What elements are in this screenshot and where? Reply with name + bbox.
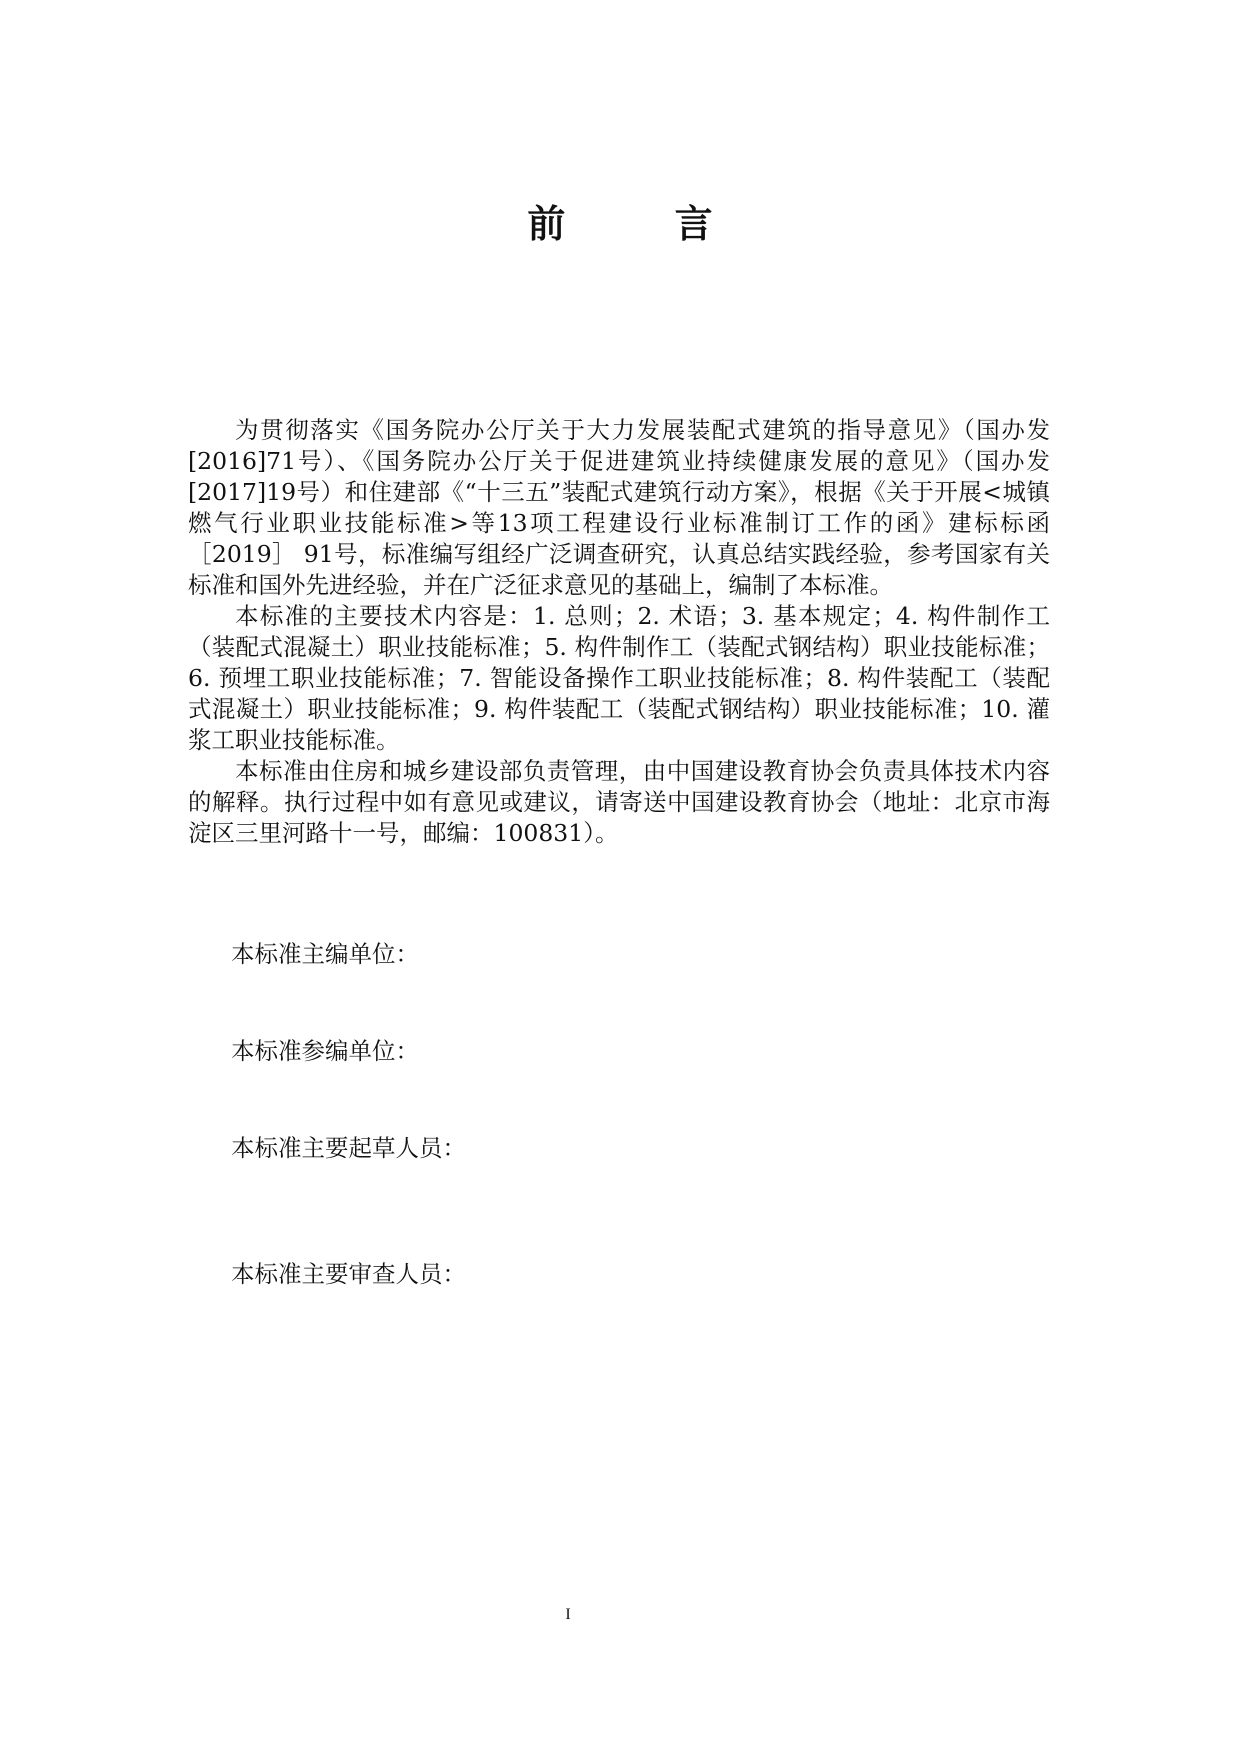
reviewers-label: 本标准主要审查人员： — [231, 1260, 466, 1288]
drafters-label: 本标准主要起草人员： — [231, 1134, 466, 1162]
page-title: 前 言 — [527, 201, 761, 246]
preface-body — [188, 415, 1050, 849]
paragraph-contents: 本标准的主要技术内容是：1. 总则；2. 术语；3. 基本规定；4. 构件制作工（装配式混凝土）职业技能标准；5. 构件制作工（装配式钢结构）职业技能标准；6. 预埋工职业技能标准；7. 智能设备操作工职业技能标准；8. 构件装配工（装配式混凝土）职业技能标准；9. 构件装配工（装配式钢结构）职业技能标准；10. 灌浆工职业技能标准。 — [188, 602, 1050, 754]
page-number: I — [565, 1606, 571, 1623]
participating-unit-label: 本标准参编单位： — [231, 1037, 419, 1065]
chief-editor-unit-label: 本标准主编单位： — [231, 940, 419, 968]
paragraph-management: 本标准由住房和城乡建设部负责管理，由中国建设教育协会负责具体技术内容的解释。执行过程中如有意见或建议，请寄送中国建设教育协会（地址：北京市海淀区三里河路十一号，邮编：100831）。 — [188, 757, 1050, 847]
paragraph-purpose: 为贯彻落实《国务院办公厅关于大力发展装配式建筑的指导意见》（国办发[2016]71号）、《国务院办公厅关于促进建筑业持续健康发展的意见》（国办发[2017]19号）和住建部《“十三五”装配式建筑行动方案》，根据《关于开展<城镇燃气行业职业技能标准>等13项工程建设行业标准制订工作的函》建标标函［2019］ 91号，标准编写组经广泛调查研究，认真总结实践经验，参考国家有关标准和国外先进经验，并在广泛征求意见的基础上，编制了本标准。 — [188, 416, 1050, 599]
